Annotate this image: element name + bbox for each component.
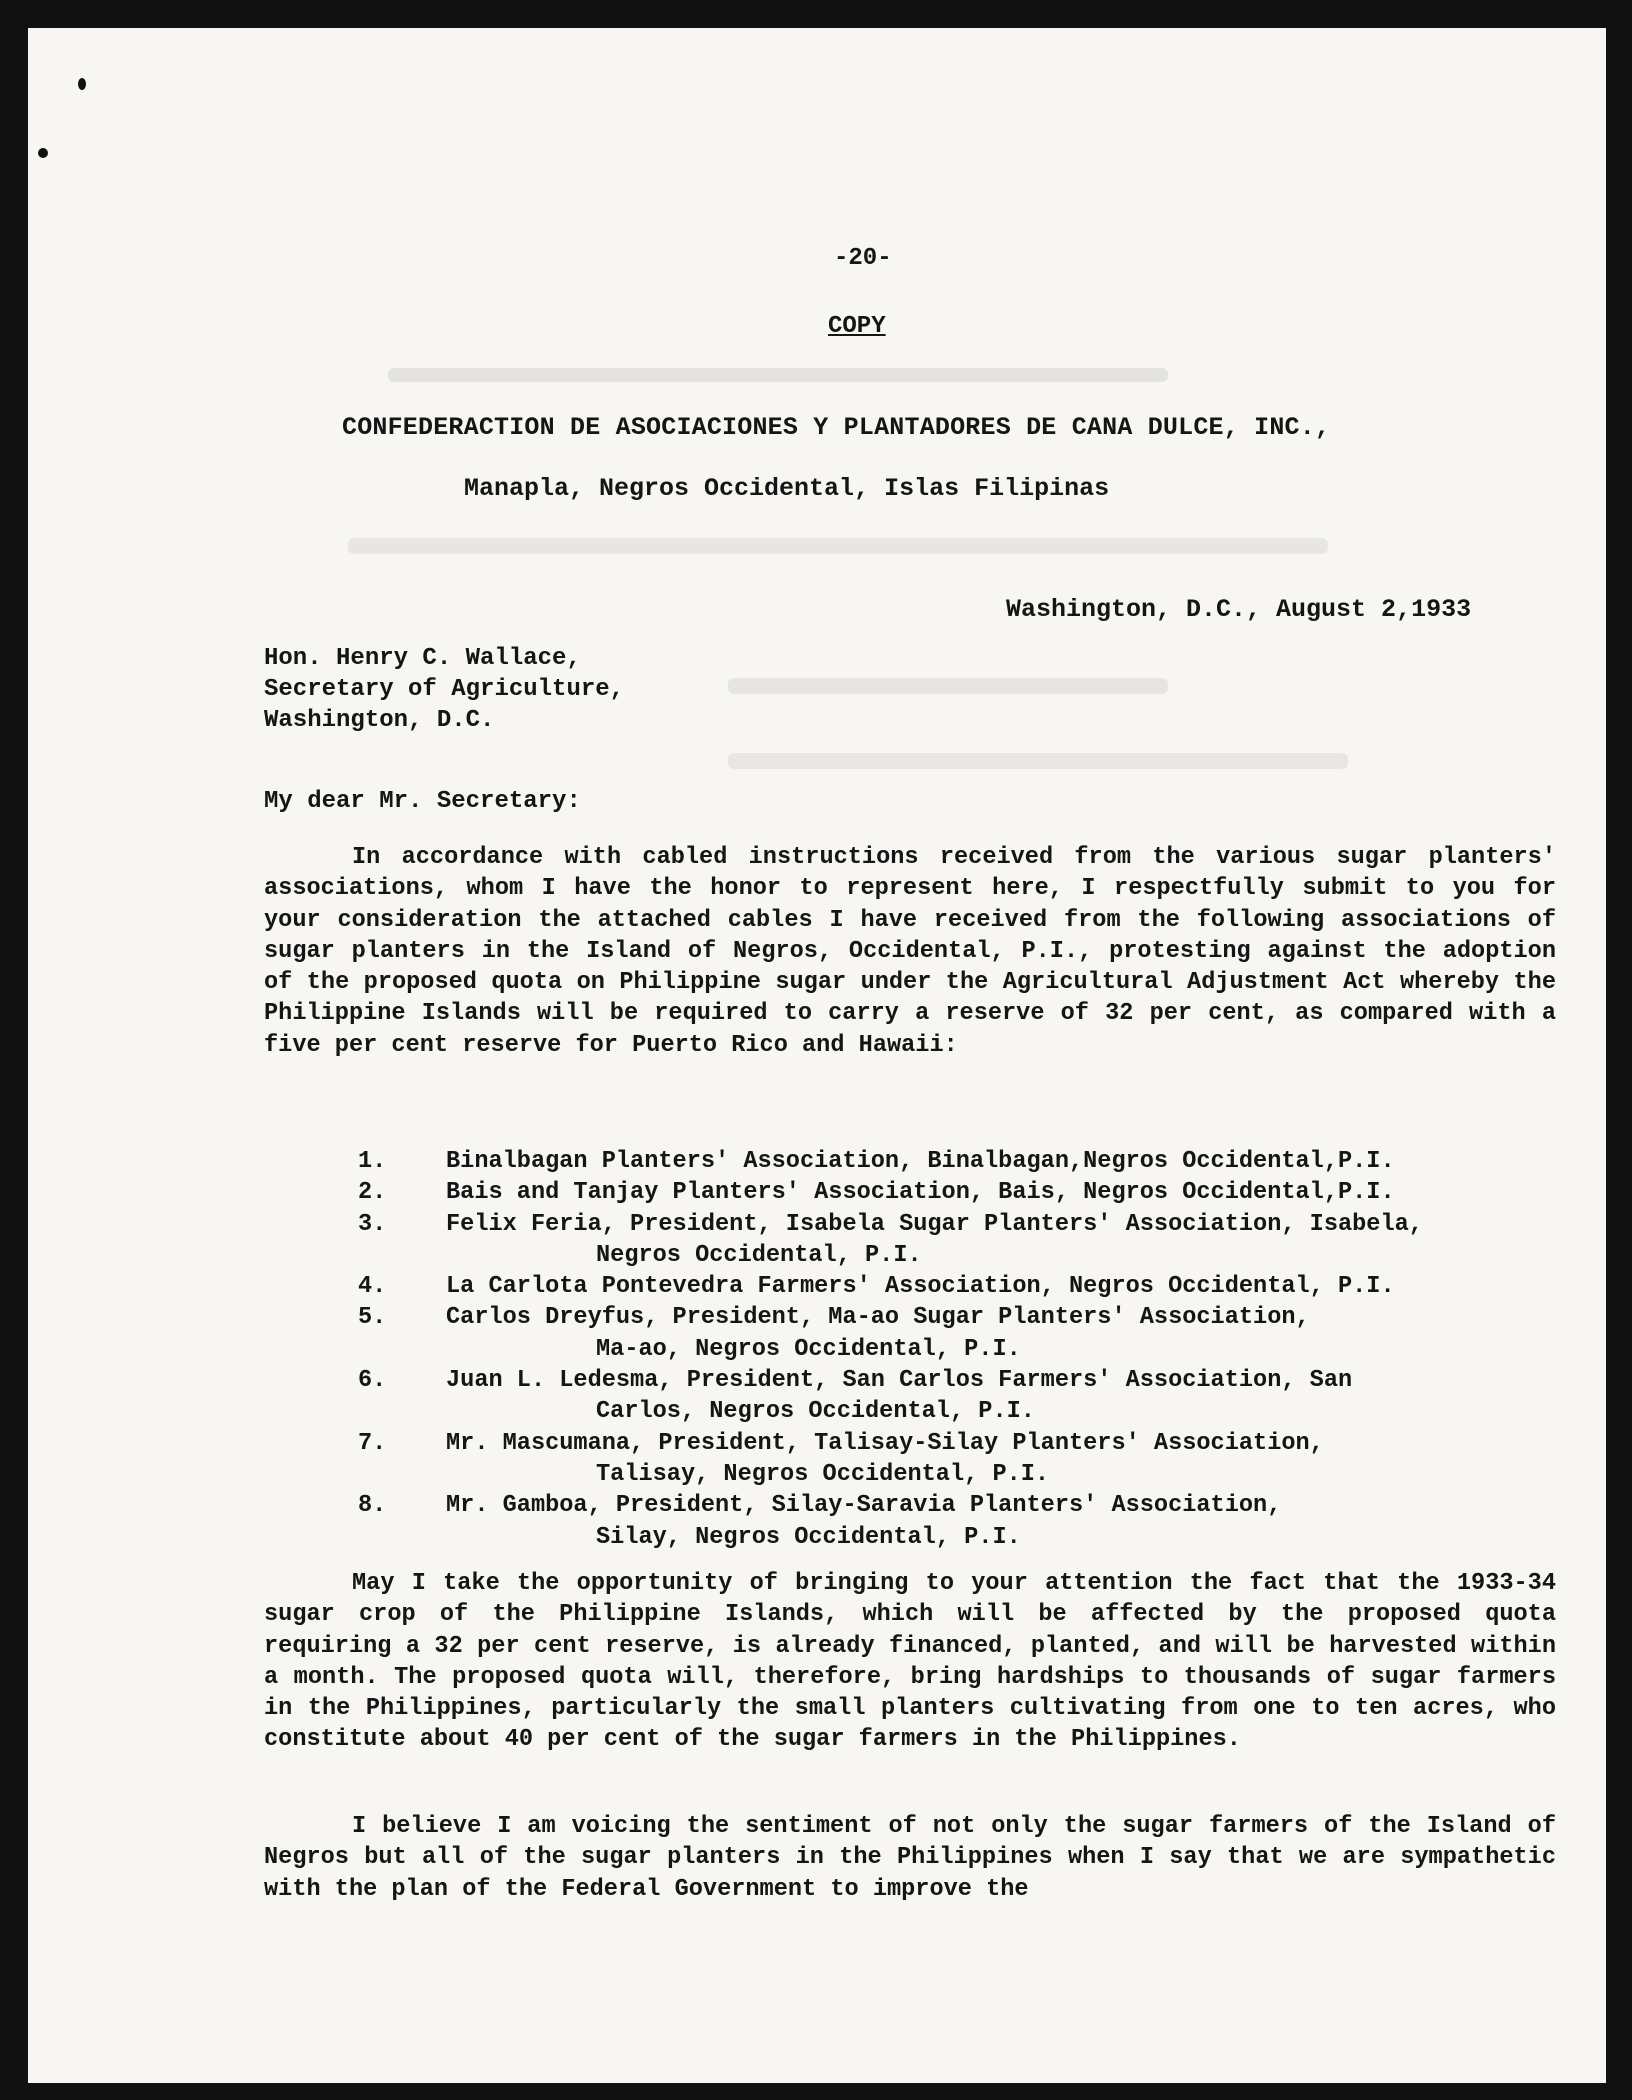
associations-list (358, 1146, 1596, 1553)
list-number: 2. (358, 1179, 387, 1207)
ink-blot (38, 148, 48, 158)
list-text: Binalbagan Planters' Association, Binalbagan,Negros Occidental,P.I. (446, 1148, 1395, 1175)
bleed-through-mark (388, 368, 1168, 382)
list-text-continued: Talisay, Negros Occidental, P.I. (596, 1460, 1050, 1488)
copy-label: COPY (828, 313, 886, 340)
list-text-continued: Carlos, Negros Occidental, P.I. (596, 1398, 1035, 1426)
list-number: 5. (358, 1304, 387, 1332)
list-number: 1. (358, 1148, 387, 1175)
list-number: 3. (358, 1210, 387, 1238)
organization-heading: CONFEDERACTION DE ASOCIACIONES Y PLANTADORES DE CANA DULCE, INC., (342, 413, 1331, 442)
body-paragraph: May I take the opportunity of bringing to your attention the fact that the 1933-34 sugar crop of the Philippine Islands, which will be affected by the proposed quota requiring a 32 per cent reserve, is already financed, planted, and will be harvested within a month. The proposed quota will, therefore, bring hardships to thousands of sugar farmers in the Philippines, particularly the small planters cultivating from one to ten acres, who constitute about 40 per cent of the sugar farmers in the Philippines. (264, 1570, 1556, 1754)
bleed-through-mark (728, 753, 1348, 769)
list-text: La Carlota Pontevedra Farmers' Association, Negros Occidental, P.I. (446, 1273, 1395, 1301)
dateline: Washington, D.C., August 2,1933 (1006, 595, 1472, 624)
list-text-continued: Negros Occidental, P.I. (596, 1241, 922, 1269)
list-text: Mr. Gamboa, President, Silay-Saravia Planters' Association, (446, 1492, 1282, 1520)
list-text: Carlos Dreyfus, President, Ma-ao Sugar Planters' Association, (446, 1304, 1310, 1332)
list-number: 6. (358, 1367, 387, 1395)
list-number: 7. (358, 1429, 387, 1457)
list-text-continued: Ma-ao, Negros Occidental, P.I. (596, 1335, 1021, 1363)
addressee-line: Secretary of Agriculture, (264, 676, 625, 703)
ink-blot (78, 78, 86, 90)
organization-location: Manapla, Negros Occidental, Islas Filipinas (464, 474, 1110, 503)
list-text: Juan L. Ledesma, President, San Carlos Farmers' Association, San (446, 1367, 1353, 1395)
list-number: 8. (358, 1492, 387, 1520)
list-text: Felix Feria, President, Isabela Sugar Planters' Association, Isabela, (446, 1210, 1423, 1238)
list-item (358, 1209, 1596, 1272)
list-item (358, 1146, 1596, 1177)
list-item (358, 1365, 1596, 1428)
document-page (28, 28, 1606, 2083)
list-text: Mr. Mascumana, President, Talisay-Silay Planters' Association, (446, 1429, 1324, 1457)
list-text: Bais and Tanjay Planters' Association, Bais, Negros Occidental,P.I. (446, 1179, 1395, 1207)
list-item (358, 1177, 1596, 1208)
addressee-line: Hon. Henry C. Wallace, (264, 645, 581, 672)
list-item (358, 1490, 1596, 1553)
addressee-block (264, 643, 624, 736)
bleed-through-mark (348, 538, 1328, 554)
body-paragraph: In accordance with cabled instructions received from the various sugar planters' associations, whom I have the honor to represent here, I respectfully submit to you for your consideration the attached cables I have received from the following associations of sugar planters in the Island of Negros, Occidental, P.I., protesting against the adoption of the proposed quota on Philippine sugar under the Agricultural Adjustment Act whereby the Philippine Islands will be required to carry a reserve of 32 per cent, as compared with a five per cent reserve for Puerto Rico and Hawaii: (264, 844, 1556, 1059)
page-number: -20- (834, 245, 892, 272)
salutation: My dear Mr. Secretary: (264, 788, 581, 815)
list-item (358, 1271, 1596, 1302)
list-item (358, 1428, 1596, 1491)
bleed-through-mark (728, 678, 1168, 694)
addressee-line: Washington, D.C. (264, 707, 495, 734)
list-number: 4. (358, 1273, 387, 1301)
list-item (358, 1302, 1596, 1365)
body-paragraph: I believe I am voicing the sentiment of not only the sugar farmers of the Island of Negros but all of the sugar planters in the Philippines when I say that we are sympathetic with the plan of the Federal Government to improve the (264, 1813, 1556, 1903)
list-text-continued: Silay, Negros Occidental, P.I. (596, 1523, 1021, 1551)
